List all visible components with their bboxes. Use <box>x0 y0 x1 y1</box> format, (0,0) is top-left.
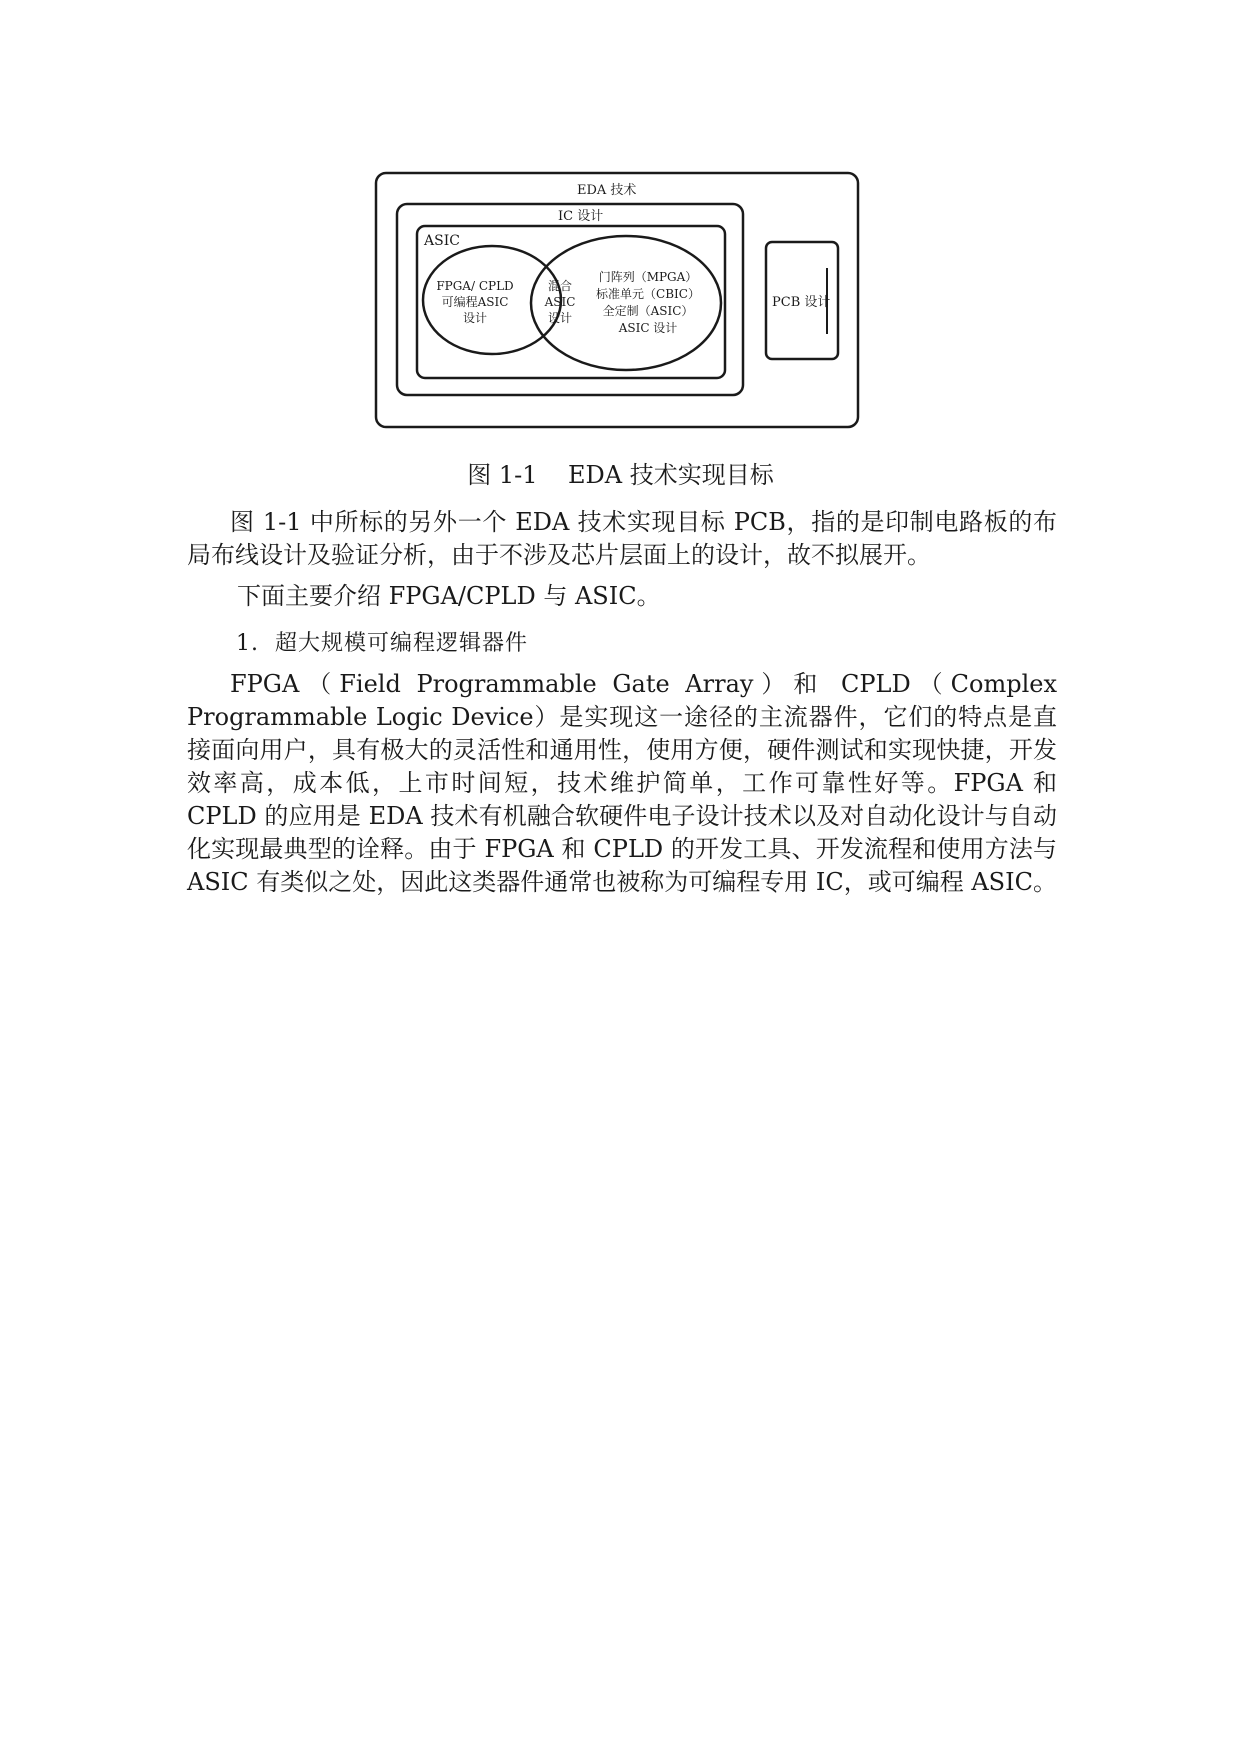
right-circle-line-4: ASIC 设计 <box>618 321 678 335</box>
paragraph-pcb: 图 1-1 中所标的另外一个 EDA 技术实现目标 PCB，指的是印制电路板的布局布线设计及验证分析，由于不涉及芯片层面上的设计，故不拟展开。 <box>187 508 1057 569</box>
ic-label: IC 设计 <box>558 209 604 224</box>
paragraph-intro: 下面主要介绍 FPGA/CPLD 与 ASIC。 <box>237 582 661 610</box>
overlap-line-2: ASIC <box>544 295 576 309</box>
paragraph-fpga-cpld: FPGA（Field Programmable Gate Array）和 CPLD（Complex Programmable Logic Device）是实现这一途径的主流器件，它们的特点是直接面向用户，具有极大的灵活性和通用性，使用方便，硬件测试和实现快捷，开发效率高，成本低，上市时间短，技术维护简单，工作可靠性好等。FPGA 和 CPLD 的应用是 EDA 技术有机融合软硬件电子设计技术以及对自动化设计与自动化实现最典型的诠释。由于 FPGA 和 CPLD 的开发工具、开发流程和使用方法与 ASIC 有类似之处，因此这类器件通常也被称为可编程专用 IC，或可编程 ASIC。 <box>187 670 1057 896</box>
right-circle-line-2: 标准单元（CBIC） <box>596 287 700 301</box>
right-circle-line-1: 门阵列（MPGA） <box>598 270 698 284</box>
left-circle-line-2: 可编程ASIC <box>441 295 509 309</box>
section-heading: 1. 超大规模可编程逻辑器件 <box>236 631 528 656</box>
overlap-line-3: 设计 <box>547 311 573 325</box>
overlap-line-1: 混合 <box>547 279 573 293</box>
left-circle-line-1: FPGA/ CPLD <box>436 279 514 293</box>
right-circle-line-3: 全定制（ASIC） <box>602 304 694 318</box>
eda-label: EDA 技术 <box>577 183 637 198</box>
left-circle-line-3: 设计 <box>462 311 488 325</box>
pcb-label: PCB 设计 <box>772 295 831 310</box>
eda-diagram <box>370 168 860 434</box>
asic-label: ASIC <box>424 233 460 249</box>
figure-caption: 图 1-1 EDA 技术实现目标 <box>467 461 774 489</box>
